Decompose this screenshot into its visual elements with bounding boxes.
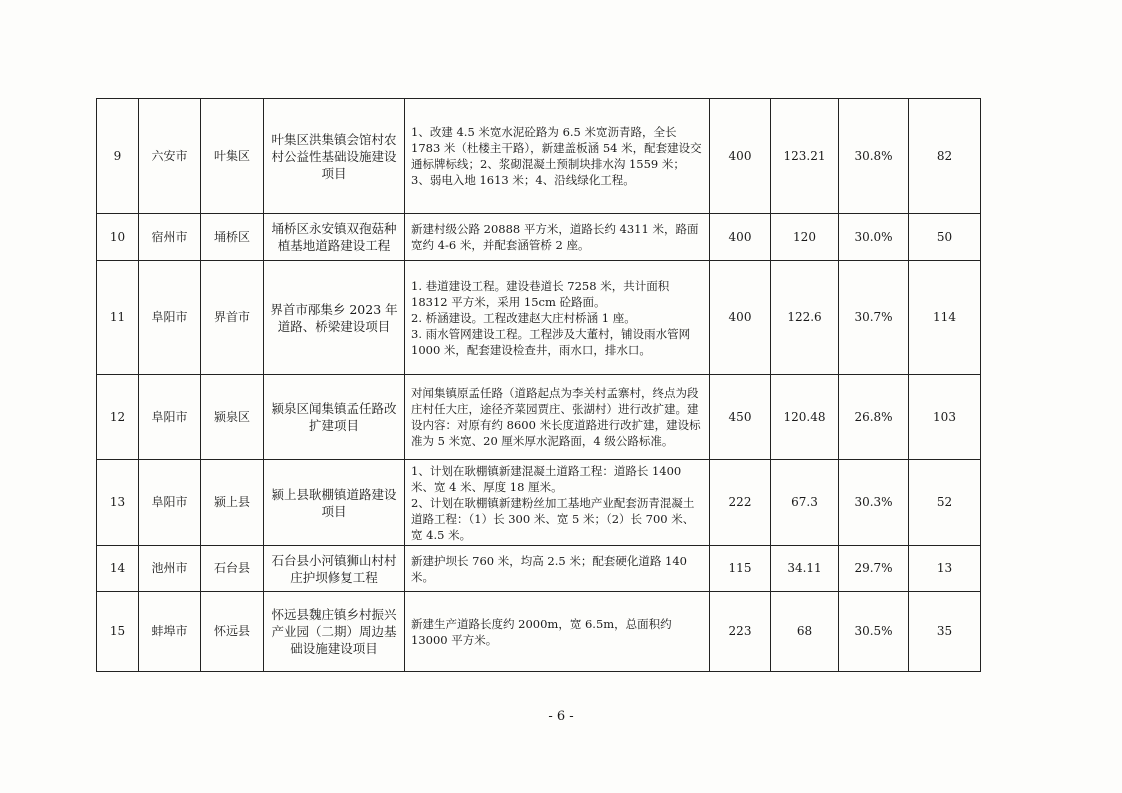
- funding-amount-cell: 122.6: [771, 261, 839, 375]
- county-cell: 颍泉区: [201, 375, 264, 460]
- county-cell: 颍上县: [201, 460, 264, 546]
- beneficiary-count-cell: 35: [909, 592, 981, 672]
- row-number: 15: [97, 592, 139, 672]
- page-number: - 6 -: [548, 709, 574, 724]
- table-row: [97, 460, 981, 546]
- total-investment-cell: 400: [710, 99, 771, 214]
- funding-amount-cell: 123.21: [771, 99, 839, 214]
- table-row: [97, 375, 981, 460]
- row-number: 13: [97, 460, 139, 546]
- funding-amount-cell: 34.11: [771, 546, 839, 592]
- table-row: [97, 592, 981, 672]
- total-investment-cell: 223: [710, 592, 771, 672]
- beneficiary-count-cell: 82: [909, 99, 981, 214]
- beneficiary-count-cell: 103: [909, 375, 981, 460]
- city-cell: 阜阳市: [139, 375, 201, 460]
- total-investment-cell: 115: [710, 546, 771, 592]
- beneficiary-count-cell: 13: [909, 546, 981, 592]
- total-investment-cell: 222: [710, 460, 771, 546]
- construction-content-cell: 1、改建 4.5 米宽水泥砼路为 6.5 米宽沥青路，全长 1783 米（杜楼主干路），新建盖板涵 54 米，配套建设交通标牌标线；2、浆砌混凝土预制块排水沟 1559 米；3、弱电入地 1613 米；4、沿线绿化工程。: [405, 99, 710, 214]
- row-number: 9: [97, 99, 139, 214]
- construction-content-cell: 新建村级公路 20888 平方米，道路长约 4311 米，路面宽约 4-6 米，并配套涵管桥 2 座。: [405, 214, 710, 261]
- construction-content-cell: 对闻集镇原孟任路（道路起点为李关村孟寨村，终点为段庄村任大庄，途径齐菜园贾庄、张湖村）进行改扩建。建设内容：对原有约 8600 米长度道路进行改扩建，建设标准为 5 米宽、20 厘米厚水泥路面，4 级公路标准。: [405, 375, 710, 460]
- city-cell: 池州市: [139, 546, 201, 592]
- construction-content-cell: 1、计划在耿棚镇新建混凝土道路工程：道路长 1400 米、宽 4 米、厚度 18 厘米。 2、计划在耿棚镇新建粉丝加工基地产业配套沥青混凝土道路工程：（1）长 300 米、宽 5 米；（2）长 700 米、宽 4.5 米。: [405, 460, 710, 546]
- project-name-cell: 怀远县魏庄镇乡村振兴产业园（二期）周边基础设施建设项目: [264, 592, 405, 672]
- county-cell: 石台县: [201, 546, 264, 592]
- project-name-cell: 颍泉区闻集镇孟任路改扩建项目: [264, 375, 405, 460]
- ratio-cell: 30.8%: [839, 99, 909, 214]
- construction-content-cell: 新建生产道路长度约 2000m，宽 6.5m，总面积约 13000 平方米。: [405, 592, 710, 672]
- row-number: 10: [97, 214, 139, 261]
- ratio-cell: 30.0%: [839, 214, 909, 261]
- total-investment-cell: 400: [710, 261, 771, 375]
- table-row: [97, 214, 981, 261]
- ratio-cell: 26.8%: [839, 375, 909, 460]
- row-number: 14: [97, 546, 139, 592]
- city-cell: 阜阳市: [139, 261, 201, 375]
- ratio-cell: 29.7%: [839, 546, 909, 592]
- ratio-cell: 30.7%: [839, 261, 909, 375]
- county-cell: 埇桥区: [201, 214, 264, 261]
- county-cell: 叶集区: [201, 99, 264, 214]
- project-name-cell: 界首市邴集乡 2023 年道路、桥梁建设项目: [264, 261, 405, 375]
- funding-amount-cell: 68: [771, 592, 839, 672]
- funding-amount-cell: 120: [771, 214, 839, 261]
- total-investment-cell: 450: [710, 375, 771, 460]
- project-name-cell: 石台县小河镇狮山村村庄护坝修复工程: [264, 546, 405, 592]
- project-name-cell: 叶集区洪集镇会馆村农村公益性基础设施建设项目: [264, 99, 405, 214]
- funding-amount-cell: 67.3: [771, 460, 839, 546]
- city-cell: 六安市: [139, 99, 201, 214]
- funding-amount-cell: 120.48: [771, 375, 839, 460]
- city-cell: 阜阳市: [139, 460, 201, 546]
- table-row: [97, 99, 981, 214]
- table-row: [97, 546, 981, 592]
- row-number: 12: [97, 375, 139, 460]
- county-cell: 怀远县: [201, 592, 264, 672]
- project-name-cell: 埇桥区永安镇双孢菇种植基地道路建设工程: [264, 214, 405, 261]
- city-cell: 蚌埠市: [139, 592, 201, 672]
- project-name-cell: 颍上县耿棚镇道路建设项目: [264, 460, 405, 546]
- construction-content-cell: 1. 巷道建设工程。建设巷道长 7258 米，共计面积 18312 平方米，采用 15cm 砼路面。 2. 桥涵建设。工程改建赵大庄村桥涵 1 座。 3. 雨水管网建设工程。工程涉及大董村，铺设雨水管网 1000 米，配套建设检查井，雨水口，排水口。: [405, 261, 710, 375]
- ratio-cell: 30.3%: [839, 460, 909, 546]
- table-row: [97, 261, 981, 375]
- construction-content-cell: 新建护坝长 760 米，均高 2.5 米；配套硬化道路 140 米。: [405, 546, 710, 592]
- row-number: 11: [97, 261, 139, 375]
- beneficiary-count-cell: 52: [909, 460, 981, 546]
- ratio-cell: 30.5%: [839, 592, 909, 672]
- total-investment-cell: 400: [710, 214, 771, 261]
- county-cell: 界首市: [201, 261, 264, 375]
- project-table: [96, 98, 981, 672]
- city-cell: 宿州市: [139, 214, 201, 261]
- beneficiary-count-cell: 50: [909, 214, 981, 261]
- beneficiary-count-cell: 114: [909, 261, 981, 375]
